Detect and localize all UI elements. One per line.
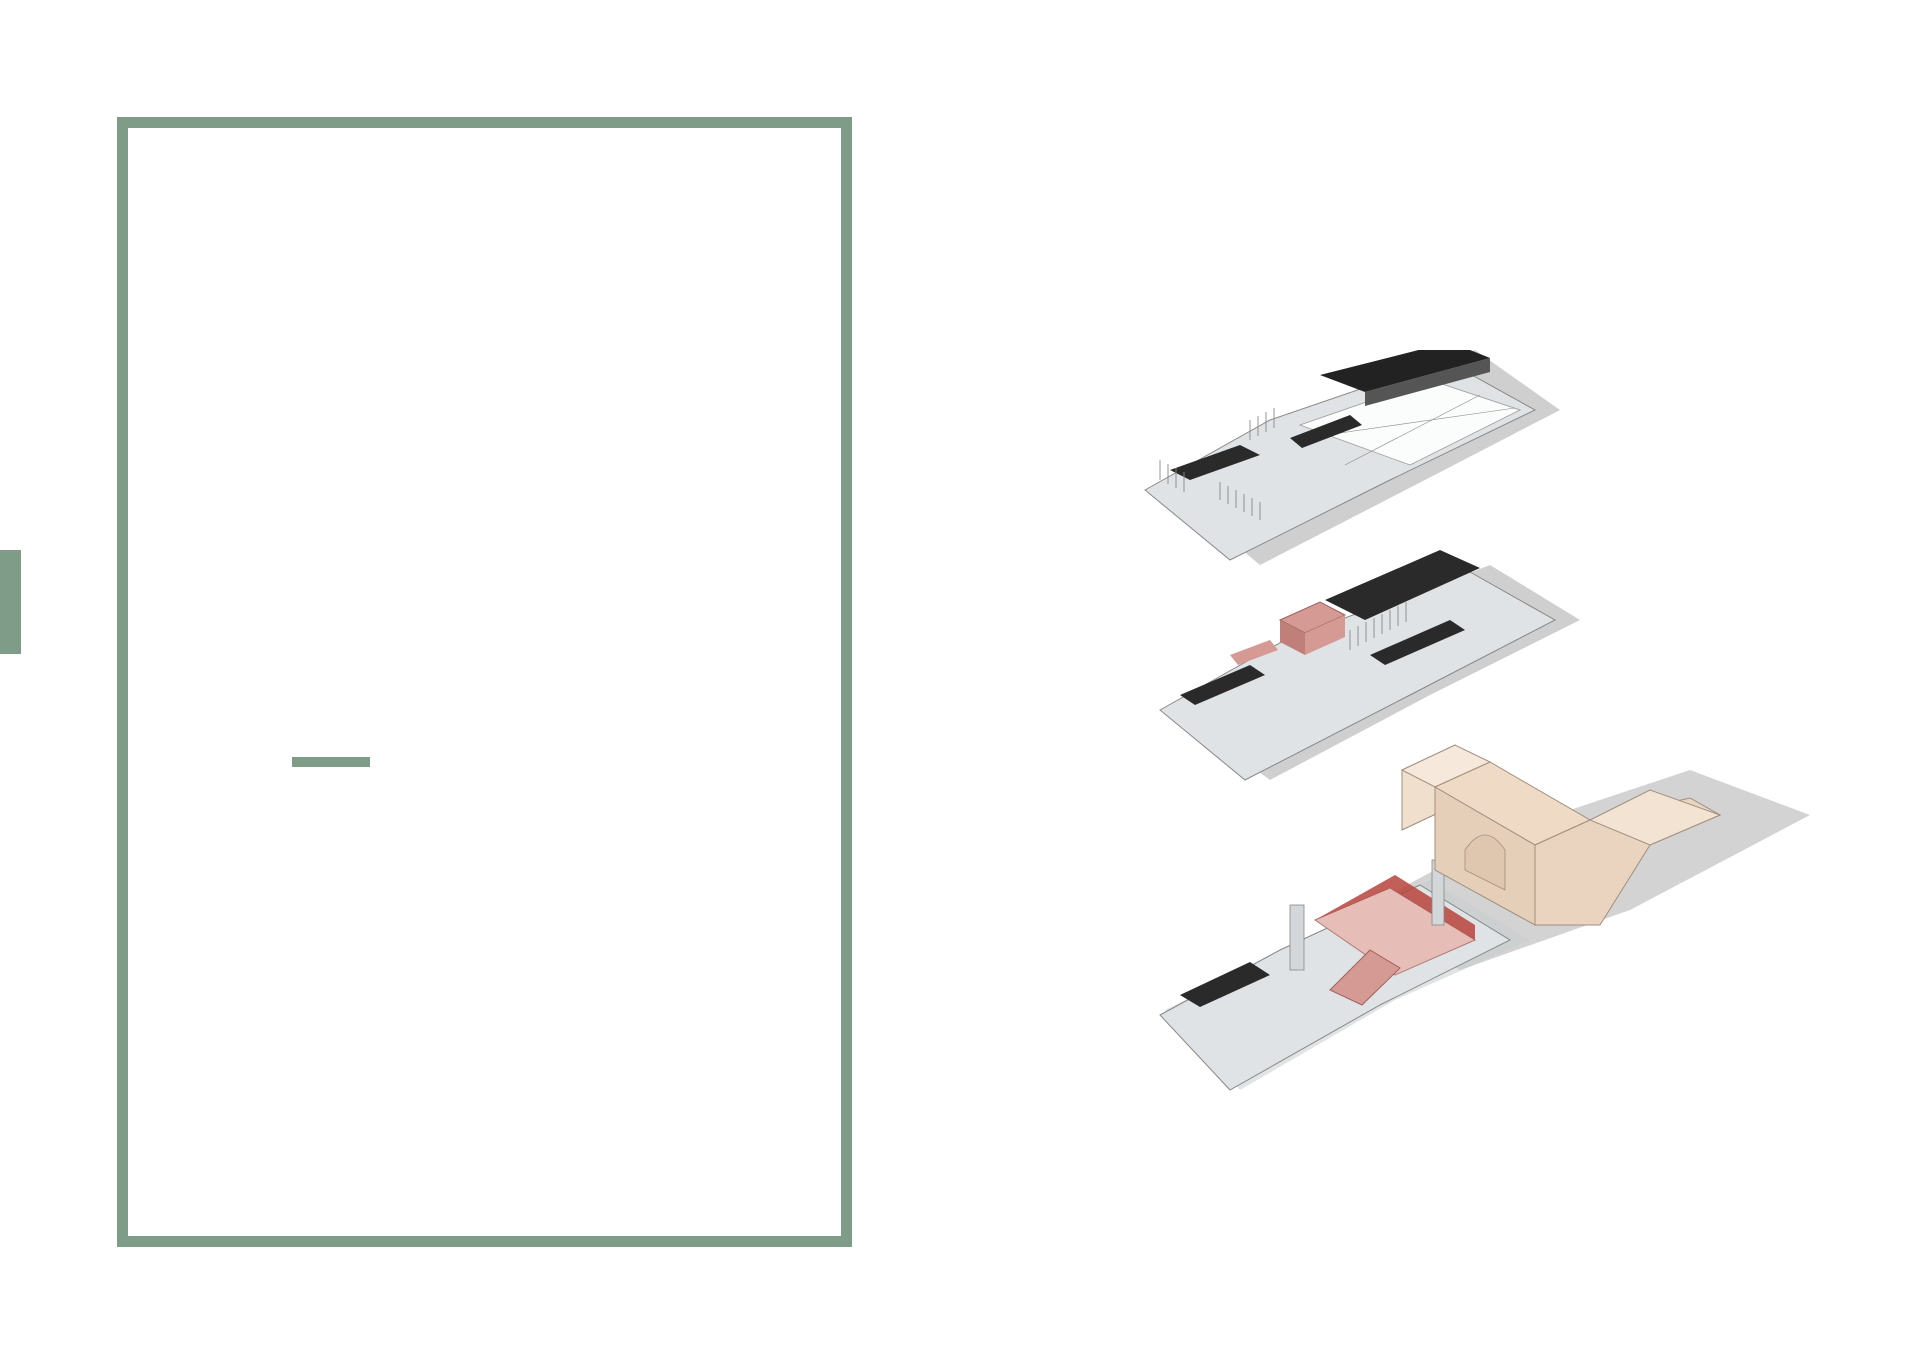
exploded-axonometric-drawing: [1130, 350, 1810, 1100]
axo-level-upper: [1145, 350, 1560, 565]
axo-level-lower: [1160, 745, 1810, 1090]
side-tab-marker: [0, 550, 21, 654]
accent-bar: [292, 757, 370, 767]
axo-level-middle: [1160, 550, 1580, 780]
text-frame: [117, 117, 852, 1247]
